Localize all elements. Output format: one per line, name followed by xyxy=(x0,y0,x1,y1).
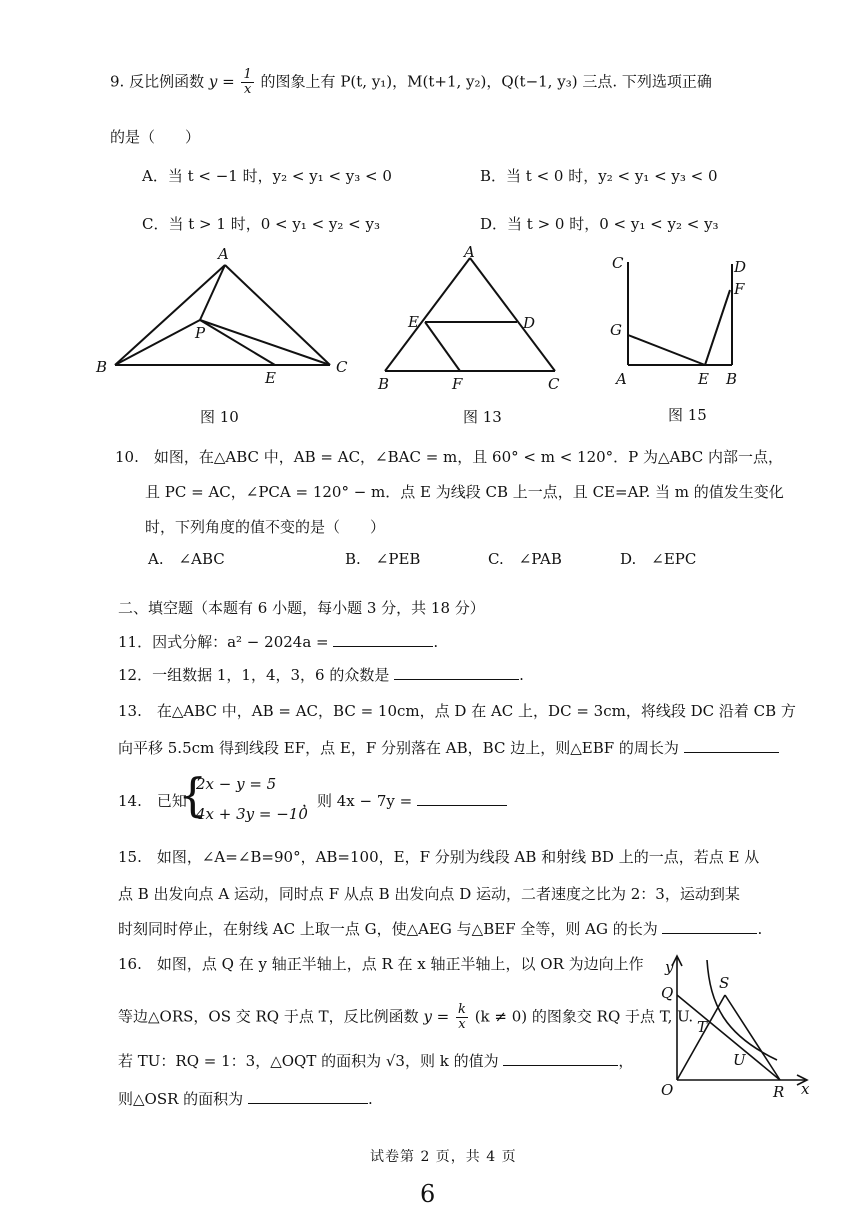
q10-option-d: D. ∠EPC xyxy=(620,550,697,568)
q16-area-blank[interactable] xyxy=(248,1089,368,1104)
fig13-label-d: D xyxy=(523,314,536,332)
q16-line2 xyxy=(118,1003,693,1032)
q15-line3-text: 时刻同时停止，在射线 AC 上取一点 G，使△AEG 与△BEF 全等，则 AG 的长为 xyxy=(118,920,658,938)
figure-10 xyxy=(90,245,360,390)
q9-func: y = xyxy=(208,72,235,91)
fig15-label-a: A xyxy=(616,370,627,388)
q16-line4-end: . xyxy=(367,1090,373,1108)
q14-brace: { xyxy=(178,768,208,822)
q14-answer-blank[interactable] xyxy=(417,791,507,806)
q9-frac-num: 1 xyxy=(243,67,252,82)
q12 xyxy=(118,664,524,685)
fig10-label-a: A xyxy=(218,245,229,263)
fig10-caption: 图 10 xyxy=(200,408,239,426)
q10-line1: 10. 如图，在△ABC 中，AB = AC，∠BAC = m，且 60° < m < 120°．P 为△ABC 内部一点， xyxy=(115,448,783,466)
q14-tail-text: ，则 4x − 7y = xyxy=(302,792,413,810)
page-number: 6 xyxy=(420,1180,436,1208)
q14-tail xyxy=(302,790,507,811)
section2-heading: 二、填空题（本题有 6 小题，每小题 3 分，共 18 分） xyxy=(118,599,485,617)
fig16-label-o: O xyxy=(661,1081,674,1099)
q16-line3-end: ， xyxy=(618,1052,634,1070)
q11 xyxy=(118,631,438,652)
fig15-label-d: D xyxy=(734,258,747,276)
q9-option-c: C．当 t > 1 时，0 < y₁ < y₂ < y₃ xyxy=(142,215,381,233)
fig15-caption: 图 15 xyxy=(668,406,707,424)
q9-lead: 反比例函数 xyxy=(129,72,205,91)
q9-line2: 的是（ ） xyxy=(110,128,201,146)
q16-k-blank[interactable] xyxy=(503,1051,618,1066)
q16-line1: 16. 如图，点 Q 在 y 轴正半轴上，点 R 在 x 轴正半轴上，以 OR 为边向上作 xyxy=(118,955,644,973)
q14-eq2: 4x + 3y = −10 xyxy=(196,805,308,823)
fig13-caption: 图 13 xyxy=(463,408,502,426)
q9-frac-den: x xyxy=(243,82,252,97)
q9-option-a: A．当 t < −1 时，y₂ < y₁ < y₃ < 0 xyxy=(142,167,392,185)
fig16-label-y: y xyxy=(665,958,674,976)
q10-line3: 时，下列角度的值不变的是（ ） xyxy=(145,518,386,536)
fig15-label-b: B xyxy=(726,370,738,388)
fig10-label-b: B xyxy=(96,358,108,376)
fig13-label-b: B xyxy=(378,375,390,393)
q11-answer-blank[interactable] xyxy=(333,632,433,647)
q13-line2-text: 向平移 5.5cm 得到线段 EF，点 E，F 分别落在 AB，BC 边上，则△EBF 的周长为 xyxy=(118,739,679,757)
q10-option-a: A. ∠ABC xyxy=(148,550,225,568)
fig10-label-p: P xyxy=(195,324,206,342)
q15-line2: 点 B 出发向点 A 运动，同时点 F 从点 B 出发向点 D 运动，二者速度之比为 2：3，运动到某 xyxy=(118,885,740,903)
figure-16 xyxy=(655,950,815,1100)
fig16-label-t: T xyxy=(697,1018,708,1036)
q10-option-c: C. ∠PAB xyxy=(488,550,562,568)
q16-fraction xyxy=(456,1003,468,1032)
fig16-label-r: R xyxy=(773,1083,785,1100)
q11-text: 11．因式分解：a² − 2024a = xyxy=(118,633,329,651)
q10-line2: 且 PC = AC，∠PCA = 120° − m．点 E 为线段 CB 上一点，且 CE=AP. 当 m 的值发生变化 xyxy=(145,483,784,501)
fig15-label-e: E xyxy=(698,370,709,388)
q12-text: 12．一组数据 1，1，4，3，6 的众数是 xyxy=(118,666,390,684)
fig16-label-u: U xyxy=(733,1051,746,1069)
q12-answer-blank[interactable] xyxy=(394,665,519,680)
q10-option-b: B. ∠PEB xyxy=(345,550,421,568)
q14-lead: 14. 已知 xyxy=(118,792,187,810)
q11-end: . xyxy=(433,633,439,651)
fig13-label-c: C xyxy=(548,375,560,393)
fig15-label-g: G xyxy=(610,321,622,339)
q9-tail: 的图象上有 P(t, y₁)，M(t+1, y₂)，Q(t−1, y₃) 三点. 下列选项正确 xyxy=(260,72,712,91)
fig15-label-c: C xyxy=(612,254,624,272)
q13-line1: 13. 在△ABC 中，AB = AC，BC = 10cm，点 D 在 AC 上，DC = 3cm，将线段 DC 沿着 CB 方 xyxy=(118,702,796,720)
fig13-label-e: E xyxy=(408,313,419,331)
q15-end: . xyxy=(757,920,763,938)
q16-line2-b: (k ≠ 0) 的图象交 RQ 于点 T, U. xyxy=(474,1007,694,1026)
q16-frac-den: x xyxy=(458,1017,466,1032)
fig16-label-s: S xyxy=(719,974,730,992)
q14-eq1: 2x − y = 5 xyxy=(196,775,277,793)
fig15-label-f: F xyxy=(734,280,745,298)
q9-number: 9. xyxy=(110,72,125,91)
fig16-label-x: x xyxy=(801,1080,810,1098)
q13-answer-blank[interactable] xyxy=(684,738,779,753)
q16-line4 xyxy=(118,1088,373,1109)
page-footer: 试卷第 2 页，共 4 页 xyxy=(370,1149,517,1165)
figure-13 xyxy=(370,243,570,393)
q15-line1: 15. 如图，∠A=∠B=90°，AB=100，E，F 分别为线段 AB 和射线 BD 上的一点，若点 E 从 xyxy=(118,848,760,866)
fig13-label-f: F xyxy=(452,375,463,393)
q12-end: . xyxy=(519,666,524,684)
q16-line3-text: 若 TU：RQ = 1：3，△OQT 的面积为 √3，则 k 的值为 xyxy=(118,1052,499,1070)
q16-line3 xyxy=(118,1050,633,1071)
q15-line3 xyxy=(118,918,762,939)
fig13-label-a: A xyxy=(464,243,475,261)
fig10-label-e: E xyxy=(265,369,276,387)
q15-answer-blank[interactable] xyxy=(662,919,757,934)
q9-fraction xyxy=(241,68,253,97)
q9-option-b: B．当 t < 0 时，y₂ < y₁ < y₃ < 0 xyxy=(480,167,718,185)
fig16-label-q: Q xyxy=(661,984,674,1002)
q16-line2-a: 等边△ORS，OS 交 RQ 于点 T，反比例函数 xyxy=(118,1007,419,1026)
q13-line2 xyxy=(118,737,779,758)
q9-option-d: D．当 t > 0 时，0 < y₁ < y₂ < y₃ xyxy=(480,215,719,233)
q16-func: y = xyxy=(423,1007,450,1026)
q16-line4-text: 则△OSR 的面积为 xyxy=(118,1090,244,1108)
fig10-label-c: C xyxy=(336,358,348,376)
q16-frac-num: k xyxy=(458,1002,466,1017)
q9-line1 xyxy=(110,68,712,97)
figure-15 xyxy=(600,250,760,390)
